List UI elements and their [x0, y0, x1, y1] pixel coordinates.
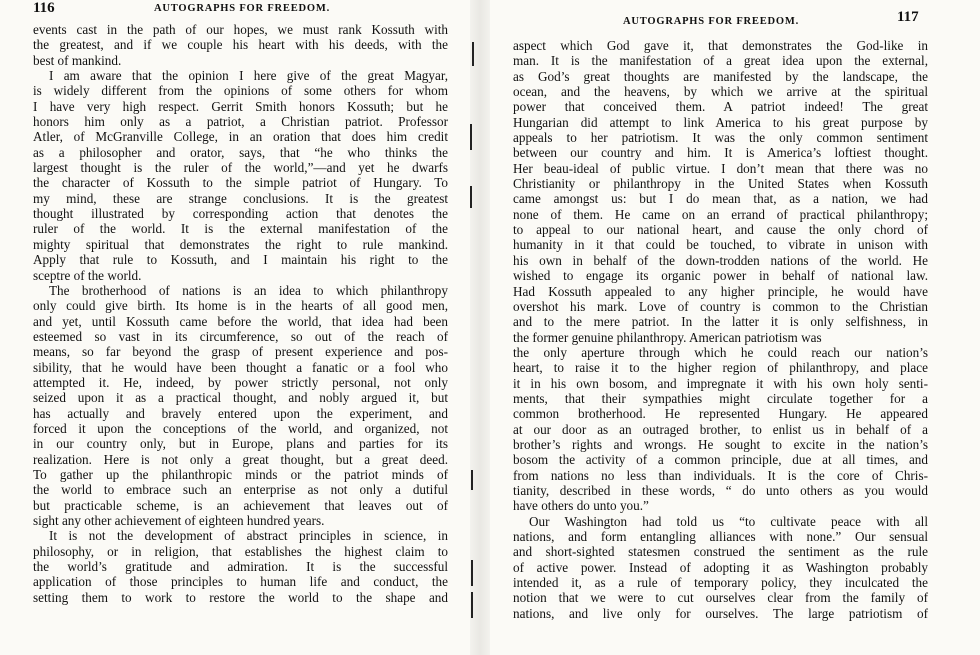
- text-line: Atler, of McGranville College, in an oration that does him credit: [33, 129, 448, 145]
- text-line: common brotherhood. He represented Hungary. He appeared: [513, 406, 928, 422]
- text-line: events cast in the path of our hopes, we must rank Kossuth with: [33, 22, 448, 37]
- right-page: [490, 0, 980, 655]
- text-line: man. It is the manifestation of a great idea upon the external,: [513, 53, 928, 69]
- text-line: the character of Kossuth to the simple patriot of Hungary. To: [33, 175, 448, 191]
- right-page-text: [513, 38, 928, 621]
- text-line: his own in behalf of the down-trodden nations of the world. He: [513, 252, 928, 268]
- text-line: the world to embrace such an enterprise as not only a dutiful: [33, 482, 448, 498]
- text-line: power that conceived them. A patriot indeed! The great: [513, 99, 928, 115]
- text-line: the only aperture through which he could reach our nation’s: [513, 344, 928, 360]
- text-line: ocean, and the heavens, by which we arrive at the spiritual: [513, 84, 928, 100]
- text-line: Our Washington had told us “to cultivate peace with all: [529, 513, 928, 529]
- text-line: appeals to her patriotism. It was the only common sentiment: [513, 130, 928, 146]
- text-line: the greatest, and if we couple his heart with his deeds, with the: [33, 37, 448, 53]
- text-line: I am aware that the opinion I here give of the great Magyar,: [49, 68, 448, 84]
- text-line: overshot his mark. Love of country is common to the Christian: [513, 298, 928, 314]
- right-running-head: AUTOGRAPHS FOR FREEDOM.: [623, 16, 800, 27]
- text-line: notion that we were to cut ourselves clear from the family of: [513, 590, 928, 606]
- text-line: setting them to work to restore the world to the shape and: [33, 589, 448, 605]
- text-line: forced it upon the conceptions of the world, and organized, not: [33, 420, 448, 436]
- text-line: but practicable scheme, is an achievement that leaves out of: [33, 497, 448, 513]
- text-line: application of those principles to human life and conduct, the: [33, 574, 448, 590]
- text-line: realization. Here is not only a great thought, but a great deed.: [33, 451, 448, 467]
- left-page: [0, 0, 470, 655]
- text-line: thought illustrated by corresponding action that denotes the: [33, 206, 448, 222]
- text-line: intended it, as a rule of temporary policy, they inculcated the: [513, 575, 928, 591]
- text-line: it in his own bosom, and impregnate it with his own holy senti-: [513, 375, 928, 391]
- gutter-mark: [470, 186, 472, 208]
- text-line: as God’s great thoughts are manifested by the landscape, the: [513, 68, 928, 84]
- text-line: Apply that rule to Kossuth, and I maintain his right to the: [33, 252, 448, 268]
- text-line: sight any other achievement of eighteen hundred years.: [33, 513, 325, 528]
- text-line: at our door as an outraged brother, to enlist us in behalf of a: [513, 421, 928, 437]
- text-line: nations, and form entangling alliances with none.” Our sensual: [513, 529, 928, 544]
- text-line: philosophy, or in religion, that establishes the highest claim to: [33, 543, 448, 559]
- text-line: the former genuine philanthropy. American patriotism was: [513, 329, 822, 345]
- text-line: my mind, these are strange conclusions. It is the greatest: [33, 190, 448, 206]
- text-line: sibility, that he would have been thought a fanatic or a fool who: [33, 359, 448, 375]
- gutter-mark: [472, 42, 474, 66]
- text-line: and yet, until Kossuth came before the world, that idea had been: [33, 313, 448, 329]
- text-line: means, so far beyond the grasp of present experience and pos-: [33, 344, 448, 360]
- text-line: to appeal to our national heart, and cause the only chord of: [513, 222, 928, 238]
- gutter-mark: [471, 560, 473, 586]
- text-line: largest thought is the ruler of the world,”—and yet he dwarfs: [33, 160, 448, 176]
- right-page-number: 117: [897, 9, 919, 25]
- text-line: as a philosopher and orator, says, that “he who thinks the: [33, 144, 448, 160]
- text-line: has actually and bravely entered upon the experiment, and: [33, 405, 448, 421]
- left-page-number: 116: [33, 0, 55, 16]
- text-line: bosom the activity of a common principle, due at all times, and: [513, 452, 928, 468]
- text-line: only could give birth. Its home is in the hearts of all good men,: [33, 298, 448, 314]
- text-line: nations, and live only for ourselves. The large patriotism of: [513, 605, 928, 621]
- text-line: Christianity or philanthropy in the United States when Kossuth: [513, 176, 928, 192]
- text-line: It is not the development of abstract principles in science, in: [49, 528, 448, 544]
- text-line: esteemed so vast in its circumference, so out of the reach of: [33, 328, 448, 344]
- text-line: To gather up the philanthropic minds or the patriot minds of: [33, 466, 448, 482]
- text-line: The brotherhood of nations is an idea to which philanthropy: [49, 282, 448, 298]
- text-line: ments, that their sympathies might circulate together for a: [513, 390, 928, 406]
- gutter-mark: [471, 470, 473, 490]
- text-line: came amongst us: but I do mean that, as a nation, we had: [513, 191, 928, 207]
- text-line: heart, to raise it to the higher region of philanthropy, and place: [513, 360, 928, 376]
- text-line: best of mankind.: [33, 52, 122, 68]
- left-page-text: [33, 22, 448, 605]
- text-line: between our country and him. It is America’s loftiest thought.: [513, 145, 928, 161]
- text-line: in our country only, but in Europe, plans and parties for its: [33, 436, 448, 452]
- gutter-mark: [471, 592, 473, 618]
- text-line: and to the mere patriot. In the latter it is only selfishness, in: [513, 314, 928, 330]
- text-line: ruler of the world. It is the external manifestation of the: [33, 221, 448, 237]
- book-gutter: [470, 0, 490, 655]
- text-line: and short-sighted statesmen construed the sentiment as the rule: [513, 544, 928, 560]
- text-line: from nations no less than individuals. It is the core of Chris-: [513, 467, 928, 483]
- text-line: attempted it. He, indeed, by power strictly personal, not only: [33, 374, 448, 390]
- text-line: the world’s gratitude and admiration. It is the successful: [33, 559, 448, 575]
- text-line: Her beau-ideal of public virtue. I don’t mean that there was no: [513, 160, 928, 176]
- text-line: honors him only as a patriot, a Christian patriot. Professor: [33, 114, 448, 130]
- text-line: Had Kossuth appealed to any higher principle, he would have: [513, 283, 928, 299]
- text-line: I have very high respect. Gerrit Smith honors Kossuth; but he: [33, 98, 448, 114]
- text-line: seized upon it as a practical thought, and nobly argued it, but: [33, 390, 448, 406]
- text-line: brother’s rights and wrongs. He sought to excite in the nation’s: [513, 436, 928, 452]
- text-line: wished to engage its organic power in behalf of national law.: [513, 268, 928, 284]
- text-line: sceptre of the world.: [33, 267, 142, 283]
- gutter-mark: [470, 124, 472, 150]
- text-line: humanity in it that could be touched, to vibrate in unison with: [513, 237, 928, 253]
- text-line: tianity, described in these words, “ do unto others as you would: [513, 482, 928, 498]
- text-line: of active power. Instead of adopting it as Washington probably: [513, 559, 928, 575]
- text-line: have others do unto you.”: [513, 498, 649, 514]
- text-line: is widely different from the opinions of some others for whom: [33, 83, 448, 99]
- text-line: Hungarian did attempt to link America to his great purpose by: [513, 114, 928, 130]
- left-running-head: AUTOGRAPHS FOR FREEDOM.: [154, 3, 331, 14]
- text-line: mighty spiritual that demonstrates the right to rule mankind.: [33, 236, 448, 252]
- text-line: aspect which God gave it, that demonstrates the God-like in: [513, 38, 928, 53]
- text-line: none of them. He came on an errand of practical philanthropy;: [513, 206, 928, 222]
